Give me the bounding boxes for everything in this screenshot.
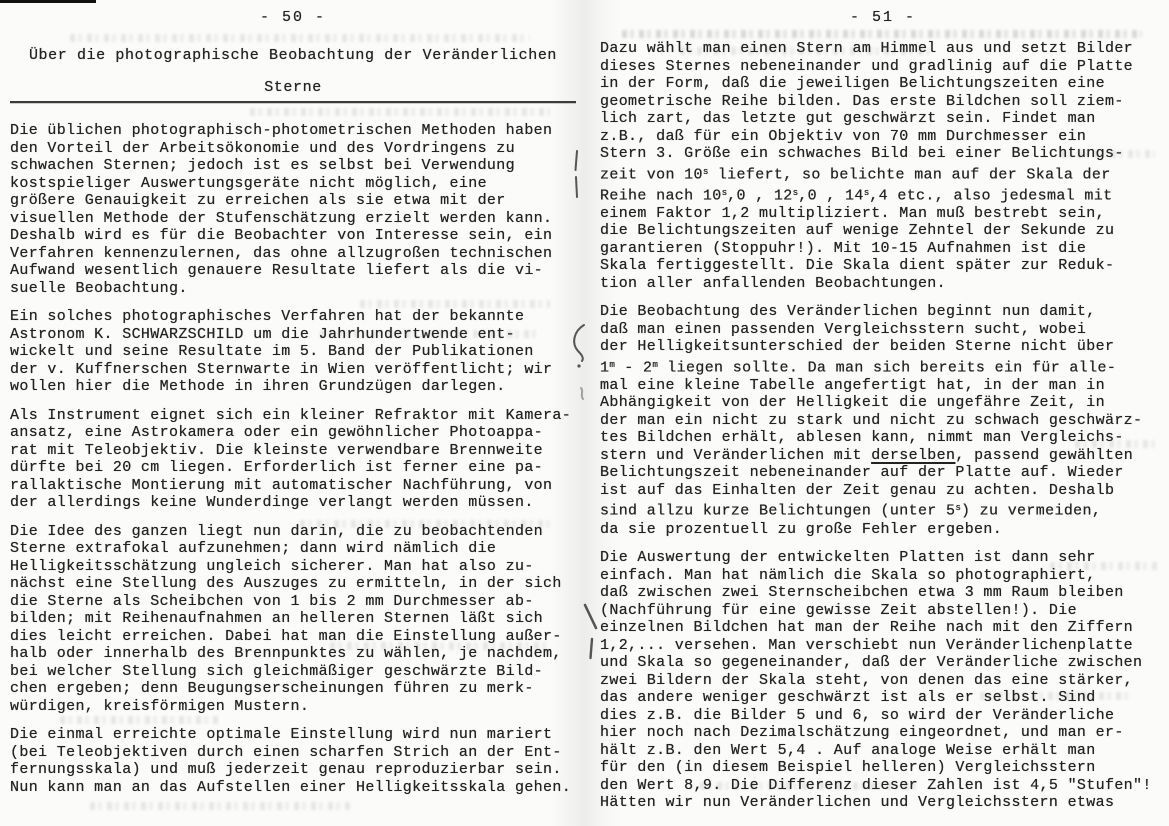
title-line-2: Sterne: [264, 79, 322, 96]
text-line: den Wert 8,9. Die Differenz dieser Zahlen ist 4,5 "Stufen"!: [600, 776, 1152, 794]
paragraph: [600, 40, 1166, 292]
text-line: Skala fertiggestellt. Die Skala dient später zur Reduk-: [600, 257, 1115, 275]
text-line: bilden; mit Reihenaufnahmen an helleren Sternen läßt sich: [10, 610, 544, 627]
text-line: dieses Sternes nebeneinander und gradlinig auf die Platte: [600, 57, 1134, 75]
text-line: Sterne extrafokal aufzunehmen; dann wird nämlich die: [10, 540, 497, 557]
text-line: Ein solches photographisches Verfahren hat der bekannte: [10, 308, 525, 325]
text-line: lich zart, das letzte gut geschwärzt sein. Findet man: [600, 110, 1096, 127]
text-line: Helligkeitsschätzung ungleich sicherer. Man hat also zu-: [10, 557, 534, 575]
text-line: die Sterne als Scheibchen von 1 bis 2 mm Durchmesser ab-: [10, 592, 534, 610]
text-line: tion aller anfallenden Beobachtungen.: [600, 274, 947, 292]
text-line: z.B., daß für ein Objektiv von 70 mm Durchmesser ein: [600, 127, 1087, 145]
text-line: Deshalb wird es für die Beobachter von Interesse sein, ein: [10, 227, 553, 244]
text-line: Reihe nach 10$^s$,0 , 12$^s$,0 , 14$^s$,4 etc., also jedesmal mit: [600, 186, 1113, 205]
text-line: schwachen Sternen; jedoch ist es selbst bei Verwendung: [10, 157, 515, 174]
text-line: der Helligkeitsunterschied der beiden Sterne nicht über: [600, 338, 1115, 356]
text-line: 1,2,... versehen. Man verschiebt nun Veränderlichenplatte: [600, 636, 1134, 654]
text-line: einfach. Man hat nämlich die Skala so photographiert,: [600, 566, 1096, 584]
text-line: für den (in diesem Beispiel helleren) Vergleichsstern: [600, 759, 1096, 777]
text-line: Als Instrument eignet sich ein kleiner Refraktor mit Kamera-: [10, 406, 572, 424]
text-line: suelle Beobachtung.: [10, 279, 188, 297]
paragraph: [10, 407, 576, 512]
text-line: Verfahren kennenzulernen, das ohne allzugroßen technischen: [10, 244, 553, 262]
text-line: Hätten wir nun Veränderlichen und Vergleichsstern etwas: [600, 794, 1115, 812]
text-line: Dazu wählt man einen Stern am Himmel aus und setzt Bilder: [600, 40, 1134, 57]
paragraph: [10, 523, 576, 716]
text-line: wollen hier die Methode in ihren Grundzügen darlegen.: [10, 378, 506, 395]
text-line: in der Form, daß die jeweiligen Belichtungszeiten eine: [600, 75, 1105, 92]
text-line: zeit von 10$^s$ liefert, so belichte man auf der Skala der: [600, 165, 1111, 184]
text-line: dies leicht erreichen. Dabei hat man die Einstellung außer-: [10, 627, 562, 645]
page-51: [600, 0, 1166, 826]
pen-mark-tick: [576, 177, 577, 197]
text-line: ansatz, eine Astrokamera oder ein gewöhnlicher Photoappa-: [10, 424, 544, 441]
text-line: chen ergeben; denn Beugungserscheinungen führen zu merk-: [10, 680, 534, 697]
text-line: die Belichtungszeiten auf wenige Zehntel der Sekunde zu: [600, 222, 1115, 240]
text-line: daß man einen passenden Vergleichsstern sucht, wobei: [600, 320, 1087, 338]
text-line: Astronom K. SCHWARZSCHILD um die Jahrhundertwende ent-: [10, 325, 515, 343]
title-underline: [10, 101, 576, 103]
page-number: - 50 -: [259, 9, 326, 26]
text-line: nächst eine Stellung des Auszuges zu ermitteln, in der sich: [10, 575, 562, 592]
text-line: bei welcher Stellung sich gleichmäßiger geschwärzte Bild-: [10, 662, 544, 680]
page-number: - 51 -: [849, 9, 916, 26]
text-line: würdigen, kreisförmigen Mustern.: [10, 697, 310, 715]
text-line: Stern 3. Größe ein schwaches Bild bei einer Belichtungs-: [600, 145, 1124, 162]
text-line: Belichtungszeit nebeneinander auf der Platte auf. Wieder: [600, 464, 1124, 482]
text-line: 1$^m$ - 2$^m$ liegen sollte. Da man sich bereits ein für alle-: [600, 358, 1117, 377]
text-line: der v. Kuffnerschen Sternwarte in Wien veröffentlicht; wir: [10, 360, 553, 378]
text-line: dies z.B. die Bilder 5 und 6, so wird der Veränderliche: [600, 706, 1115, 724]
text-line: das andere weniger geschwärzt ist als er selbst. Sind: [600, 689, 1096, 707]
text-line: Nun kann man an das Aufstellen einer Helligkeitsskala gehen.: [10, 778, 572, 796]
pen-mark-dot: [577, 364, 580, 367]
text-line: dürfte bei 20 cm liegen. Erforderlich ist ferner eine pa-: [10, 459, 544, 476]
text-line: größere Genauigkeit zu erreichen als sie etwa mit der: [10, 192, 506, 209]
text-line: hier noch nach Dezimalschätzung eingeordnet, und man er-: [600, 724, 1124, 742]
page-50: [10, 0, 576, 826]
text-line: (Nachführung für eine gewisse Zeit abstellen!). Die: [600, 601, 1077, 619]
paragraph: [600, 549, 1166, 812]
text-line: ist auf das Einhalten der Zeit genau zu achten. Deshalb: [600, 481, 1115, 499]
text-line: visuellen Methode der Stufenschätzung erzielt werden kann.: [10, 209, 553, 227]
text-line: Die Idee des ganzen liegt nun darin, die zu beobachtenden: [10, 522, 544, 540]
text-line: stern und Veränderlichen mit derselben, passend gewählten: [600, 446, 1134, 464]
text-line: sind allzu kurze Belichtungen (unter 5$^s$) zu vermeiden,: [600, 502, 1102, 521]
text-line: zwei Bildern der Skala steht, von denen das eine stärker,: [600, 671, 1134, 689]
pen-mark-squiggle: [581, 388, 583, 399]
text-line: Abhängigkeit von der Helligkeit die ungefähre Zeit, in: [600, 394, 1105, 412]
text-line: da sie prozentuell zu große Fehler ergeben.: [600, 520, 1003, 538]
text-line: Die Beobachtung des Veränderlichen beginnt nun damit,: [600, 303, 1096, 321]
text-line: kostspieliger Auswertungsgeräte nicht möglich, eine: [10, 174, 487, 192]
text-line: Die einmal erreichte optimale Einstellung wird nun mariert: [10, 726, 553, 743]
text-line: daß zwischen zwei Sternscheibchen etwa 3 mm Raum bleiben: [600, 584, 1124, 602]
page-body: [10, 122, 576, 796]
text-line: der man ein nicht zu stark und nicht zu schwach geschwärz-: [600, 411, 1143, 429]
text-line: Die üblichen photographisch-photometrischen Methoden haben: [10, 122, 553, 139]
text-line: rallaktische Montierung mit automatischer Nachführung, von: [10, 476, 553, 494]
text-line: mal eine kleine Tabelle angefertigt hat, in der man in: [600, 376, 1105, 394]
text-line: und Skala so gegeneinander, daß der Veränderliche zwischen: [600, 654, 1143, 672]
text-line: einem Faktor 1,2 multipliziert. Man muß bestrebt sein,: [600, 204, 1105, 222]
paragraph: [10, 122, 576, 297]
paragraph: [10, 308, 576, 396]
text-line: halb oder innerhalb des Brennpunktes zu wählen, je nachdem,: [10, 645, 562, 662]
text-line: wickelt und seine Resultate im 5. Band der Publikationen: [10, 343, 534, 360]
text-line: den Vorteil der Arbeitsökonomie und des Vordringens zu: [10, 139, 515, 157]
text-line: Die Auswertung der entwickelten Platten ist dann sehr: [600, 549, 1096, 567]
paragraph: [10, 726, 576, 796]
text-line: der allerdings keine Wunderdinge verlangt werden müssen.: [10, 494, 534, 511]
text-line: rat mit Teleobjektiv. Die kleinste verwendbare Brennweite: [10, 441, 544, 459]
title-line-1: Über die photographische Beobachtung der Veränderlichen: [28, 47, 558, 64]
text-line: (bei Teleobjektiven durch einen scharfen Strich an der Ent-: [10, 743, 562, 761]
text-line: garantieren (Stoppuhr!). Mit 10-15 Aufnahmen ist die: [600, 239, 1087, 257]
text-line: Aufwand wesentlich genauere Resultate liefert als die vi-: [10, 262, 544, 279]
page-title: [10, 47, 576, 103]
page-body: [600, 40, 1166, 812]
pen-mark-slash: [585, 605, 596, 628]
text-line: hält z.B. den Wert 5,4 . Auf analoge Weise erhält man: [600, 741, 1096, 759]
text-line: fernungsskala) und muß jederzeit genau reproduzierbar sein.: [10, 761, 562, 778]
text-line: geometrische Reihe bilden. Das erste Bildchen soll ziem-: [600, 92, 1124, 110]
text-line: tes Bildchen erhält, ablesen kann, nimmt man Vergleichs-: [600, 429, 1124, 447]
pen-mark-tick: [591, 639, 593, 658]
text-line: einzelnen Bildchen hat man der Reihe nach mit den Ziffern: [600, 619, 1134, 637]
paragraph: [600, 303, 1166, 538]
